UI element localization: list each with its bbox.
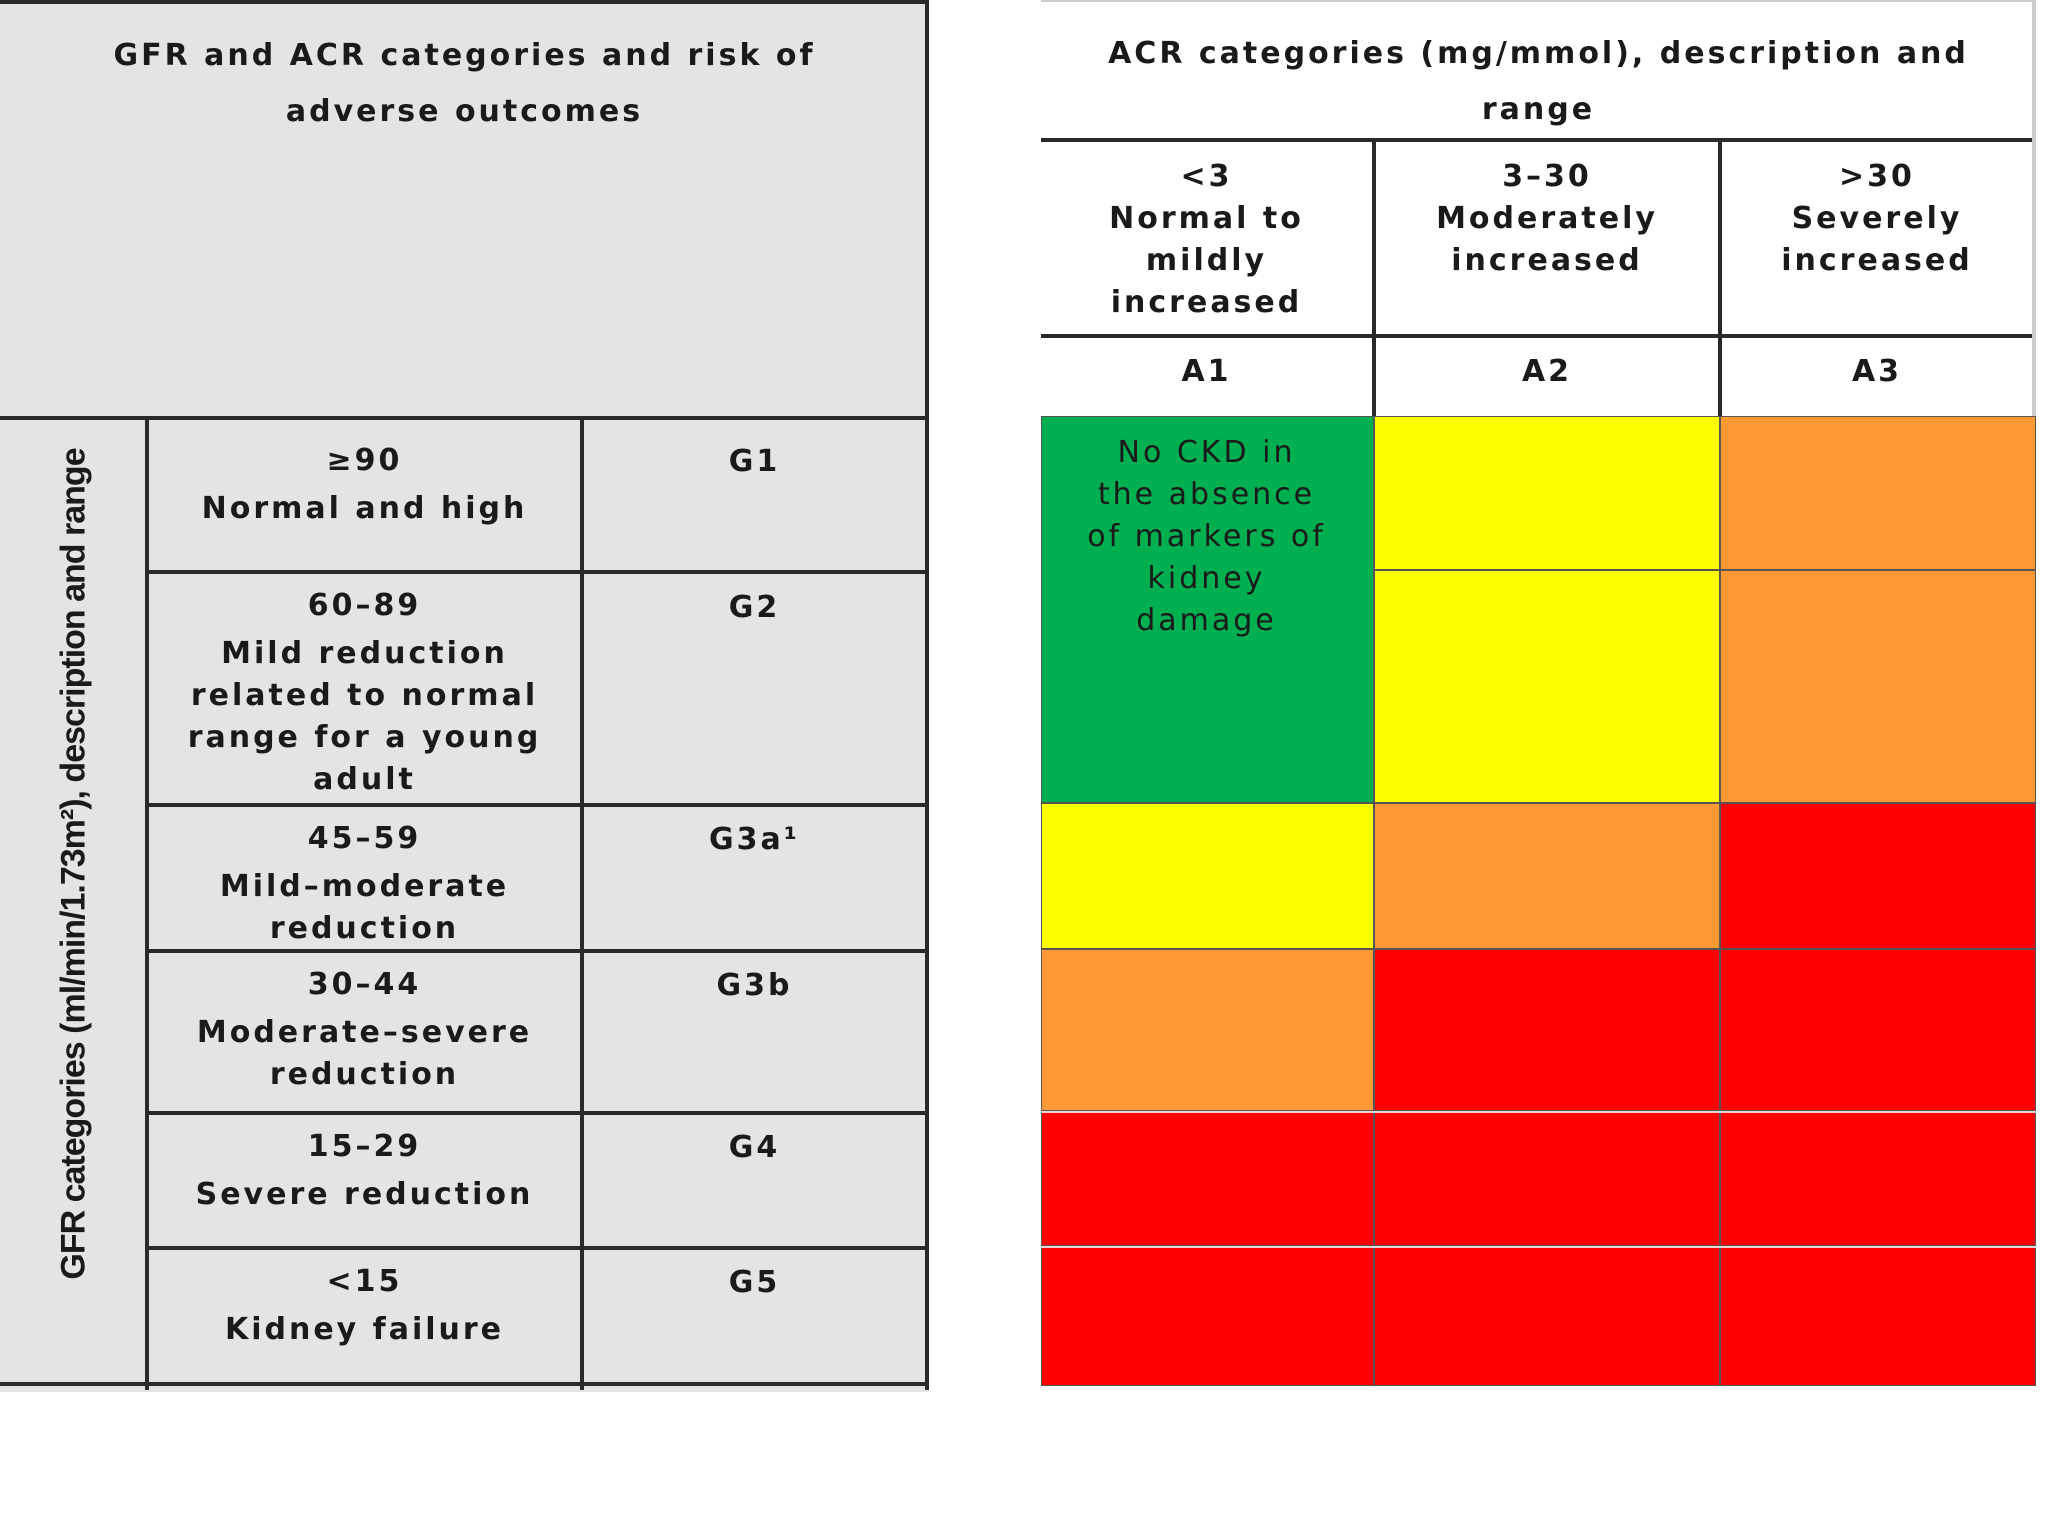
gfr-description: Normal and high [201,491,528,526]
risk-cell-orange [1374,803,1720,949]
acr-description: Normal to [1109,201,1304,236]
left-bottom-border [0,1382,929,1386]
no-ckd-note [1041,432,1372,642]
gfr-description: reduction [269,1057,460,1092]
risk-cell-orange [1720,570,2036,803]
gfr-category-table [0,0,929,1392]
risk-cell-red [1720,1246,2036,1386]
acr-description: increased [1451,243,1643,278]
row-divider [147,803,929,807]
acr-range: >30 [1839,159,1915,194]
no-ckd-line: the absence [1097,477,1316,512]
risk-cell-orange [1720,416,2036,570]
gfr-description: Severe reduction [195,1177,534,1212]
gfr-range: 15–29 [307,1129,422,1164]
no-ckd-line: kidney [1147,561,1266,596]
acr-code-a2: A2 [1521,354,1573,389]
acr-description: Moderately [1436,201,1658,236]
acr-col-a3-header [1722,156,2032,282]
gfr-description: Mild reduction [221,636,508,671]
risk-grid-separator [1041,1111,2036,1113]
risk-cell-yellow [1374,416,1720,570]
acr-category-table [1041,0,2036,1386]
risk-cell-red [1374,1111,1720,1246]
left-title-line1: GFR and ACR categories and risk of [113,38,816,73]
risk-cell-yellow [1041,803,1374,949]
gfr-range: 45–59 [307,821,422,856]
gfr-row-g3a [149,818,580,950]
row-divider [147,570,929,574]
risk-cell-red [1374,949,1720,1111]
risk-cell-red [1041,1246,1374,1386]
acr-description: mildly [1145,243,1268,278]
row-divider [147,1246,929,1250]
no-ckd-line: damage [1136,603,1277,638]
risk-cell-red [1041,1111,1374,1246]
gfr-description: Moderate–severe [196,1015,533,1050]
risk-cell-red [1720,803,2036,949]
acr-description: increased [1781,243,1973,278]
acr-code-a3: A3 [1851,354,1903,389]
gfr-code-g4: G4 [728,1130,781,1165]
gfr-row-g4 [149,1126,580,1216]
acr-header-top-border [1041,0,2036,2]
gfr-code-g2: G2 [728,590,781,625]
gfr-range: 60–89 [307,588,422,623]
left-top-border [0,0,929,4]
gfr-range: <15 [326,1264,403,1299]
acr-code-a1: A1 [1181,354,1232,389]
left-header-divider [0,416,929,420]
risk-cell-red [1720,1111,2036,1246]
gfr-range: 30–44 [307,967,422,1002]
row-divider [147,1111,929,1115]
gfr-description: Kidney failure [224,1312,505,1347]
gfr-row-g3b [149,964,580,1096]
gfr-range: ≥90 [326,443,403,478]
risk-grid-separator [1041,1246,2036,1248]
acr-col-a1-header [1041,156,1372,324]
gfr-code-g3b: G3b [716,968,793,1003]
acr-title-line2: range [1481,92,1596,127]
left-code-divider [580,418,584,1390]
gfr-description: Mild–moderate [219,869,510,904]
risk-cell-red [1720,949,2036,1111]
gfr-description: adult [313,762,416,797]
no-ckd-line: of markers of [1087,519,1326,554]
risk-cell-red [1374,1246,1720,1386]
gfr-code-g1: G1 [728,444,781,479]
acr-right-border [2032,0,2036,416]
risk-cell-orange [1041,949,1374,1111]
left-title-line2: adverse outcomes [285,94,644,129]
acr-range: <3 [1180,159,1233,194]
gfr-description: range for a young [187,720,542,755]
acr-col-a2-header [1376,156,1718,282]
left-right-border [925,0,929,1390]
gfr-description: reduction [269,911,460,946]
gfr-row-g2 [149,585,580,801]
acr-description: increased [1110,285,1303,320]
acr-description: Severely [1791,201,1963,236]
gfr-row-g1 [149,440,580,530]
gfr-axis-label: GFR categories (ml/min/1.73m²), description and range [54,448,93,1280]
gfr-description: related to normal [190,678,539,713]
acr-title-divider [1041,138,2036,142]
risk-cell-yellow [1374,570,1720,803]
gfr-row-g5 [149,1261,580,1351]
acr-range: 3–30 [1502,159,1592,194]
gfr-code-g3a: G3a¹ [709,822,800,857]
no-ckd-line: No CKD in [1117,435,1296,470]
acr-desc-divider [1041,334,2036,338]
acr-title-line1: ACR categories (mg/mmol), description and [1108,36,1969,71]
gfr-code-g5: G5 [728,1265,781,1300]
